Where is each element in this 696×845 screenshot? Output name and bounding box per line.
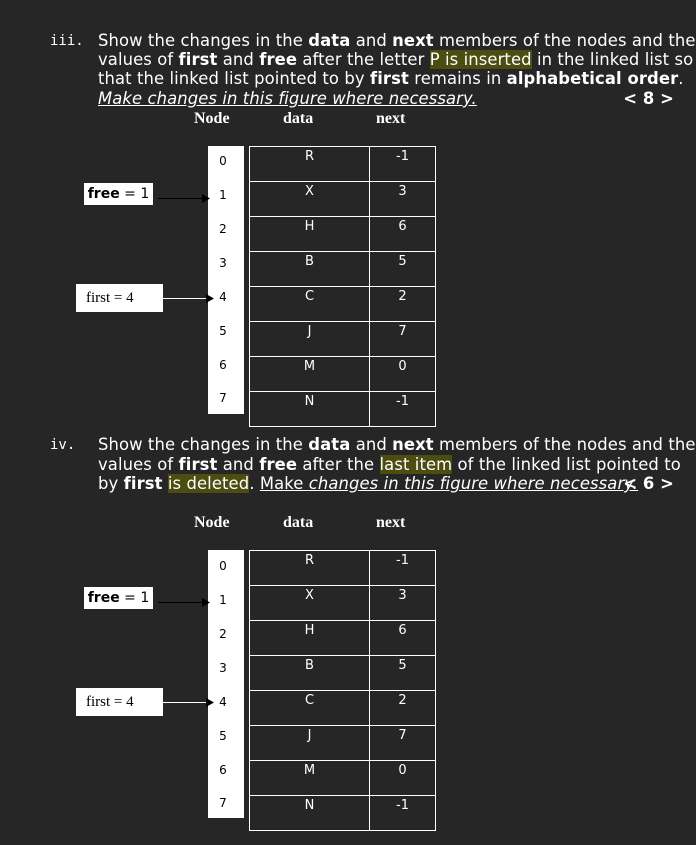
first-pointer-box[interactable]: first = 4	[76, 284, 163, 312]
next-cell[interactable]: -1	[370, 551, 436, 586]
next-cell[interactable]: 5	[370, 252, 436, 287]
header-data: data	[283, 514, 314, 531]
next-cell[interactable]: 2	[370, 691, 436, 726]
table-row	[250, 726, 436, 761]
free-arrow	[158, 602, 208, 603]
data-cell[interactable]: C	[250, 287, 370, 322]
next-cell[interactable]: 3	[370, 182, 436, 217]
free-value: = 1	[124, 590, 150, 606]
linked-list-figure-iv	[0, 550, 696, 830]
node-column	[208, 146, 244, 414]
data-cell[interactable]: B	[250, 656, 370, 691]
q3-line-3: that the linked list pointed to by first remains in alphabetical order.	[98, 69, 684, 88]
node-index: 4	[219, 695, 227, 709]
header-next: next	[376, 110, 406, 127]
node-index: 6	[219, 763, 227, 777]
q4-line-2: values of first and free after the last item of the linked list pointed to	[98, 455, 681, 474]
data-cell[interactable]: N	[250, 392, 370, 427]
table-row	[250, 656, 436, 691]
node-index: 5	[219, 729, 227, 743]
data-cell[interactable]: N	[250, 796, 370, 831]
table-row	[250, 586, 436, 621]
table-row	[250, 691, 436, 726]
node-index: 5	[219, 324, 227, 338]
next-cell[interactable]: 7	[370, 322, 436, 357]
free-pointer-box[interactable]	[84, 587, 153, 609]
arrowhead-icon	[206, 294, 214, 303]
next-cell[interactable]: -1	[370, 392, 436, 427]
node-index: 0	[219, 154, 227, 168]
next-cell[interactable]: -1	[370, 796, 436, 831]
next-cell[interactable]: 5	[370, 656, 436, 691]
data-cell[interactable]: J	[250, 726, 370, 761]
table-row	[250, 217, 436, 252]
data-cell[interactable]: R	[250, 147, 370, 182]
arrowhead-icon	[206, 698, 214, 707]
data-cell[interactable]: J	[250, 322, 370, 357]
arrowhead-icon	[202, 194, 210, 203]
node-index: 3	[219, 661, 227, 675]
next-cell[interactable]: 7	[370, 726, 436, 761]
node-index: 1	[219, 188, 227, 202]
q3-line-4: Make changes in this figure where necessary. < 8 >	[98, 89, 674, 108]
data-cell[interactable]: R	[250, 551, 370, 586]
header-next: next	[376, 514, 406, 531]
linked-list-figure-iii	[0, 146, 696, 426]
node-index: 3	[219, 256, 227, 270]
table-row	[250, 322, 436, 357]
node-index: 7	[219, 796, 227, 810]
next-cell[interactable]: 0	[370, 761, 436, 796]
node-index: 7	[219, 391, 227, 405]
header-data: data	[283, 110, 314, 127]
node-index: 4	[219, 290, 227, 304]
next-cell[interactable]: 6	[370, 217, 436, 252]
node-column	[208, 550, 244, 818]
first-arrow	[163, 702, 208, 703]
node-table	[249, 550, 436, 831]
next-cell[interactable]: 3	[370, 586, 436, 621]
table-row	[250, 761, 436, 796]
first-pointer-box[interactable]: first = 4	[76, 688, 163, 716]
table-row	[250, 621, 436, 656]
table-row	[250, 287, 436, 322]
q4-line-3: by first is deleted. Make changes in this figure where necessary. < 6 >	[98, 474, 674, 493]
data-cell[interactable]: X	[250, 586, 370, 621]
first-arrow	[163, 298, 208, 299]
q3-line-2: values of first and free after the letter P is inserted in the linked list so	[98, 50, 694, 69]
data-cell[interactable]: C	[250, 691, 370, 726]
arrowhead-icon	[202, 598, 210, 607]
free-value: = 1	[124, 186, 150, 202]
q3-line-1: Show the changes in the data and next members of the nodes and the	[98, 31, 696, 50]
free-pointer-box[interactable]	[84, 183, 153, 205]
data-cell[interactable]: H	[250, 217, 370, 252]
node-table	[249, 146, 436, 427]
table-row	[250, 147, 436, 182]
header-node: Node	[194, 110, 230, 127]
table-row	[250, 392, 436, 427]
table-row	[250, 357, 436, 392]
data-cell[interactable]: H	[250, 621, 370, 656]
question-number-iii: iii.	[50, 33, 84, 49]
table-row	[250, 182, 436, 217]
node-index: 2	[219, 222, 227, 236]
data-cell[interactable]: X	[250, 182, 370, 217]
q3-marks: < 8 >	[623, 89, 674, 108]
next-cell[interactable]: 6	[370, 621, 436, 656]
node-index: 2	[219, 627, 227, 641]
header-node: Node	[194, 514, 230, 531]
table-row	[250, 551, 436, 586]
free-arrow	[158, 198, 208, 199]
table-row	[250, 252, 436, 287]
next-cell[interactable]: 0	[370, 357, 436, 392]
free-label: free	[87, 590, 120, 606]
q4-line-1: Show the changes in the data and next members of the nodes and the	[98, 435, 696, 454]
question-number-iv: iv.	[50, 437, 76, 453]
node-index: 6	[219, 358, 227, 372]
next-cell[interactable]: 2	[370, 287, 436, 322]
data-cell[interactable]: M	[250, 761, 370, 796]
q4-marks: < 6 >	[623, 474, 674, 493]
node-index: 1	[219, 593, 227, 607]
next-cell[interactable]: -1	[370, 147, 436, 182]
free-label: free	[87, 186, 120, 202]
node-index: 0	[219, 559, 227, 573]
table-row	[250, 796, 436, 831]
data-cell[interactable]: M	[250, 357, 370, 392]
data-cell[interactable]: B	[250, 252, 370, 287]
